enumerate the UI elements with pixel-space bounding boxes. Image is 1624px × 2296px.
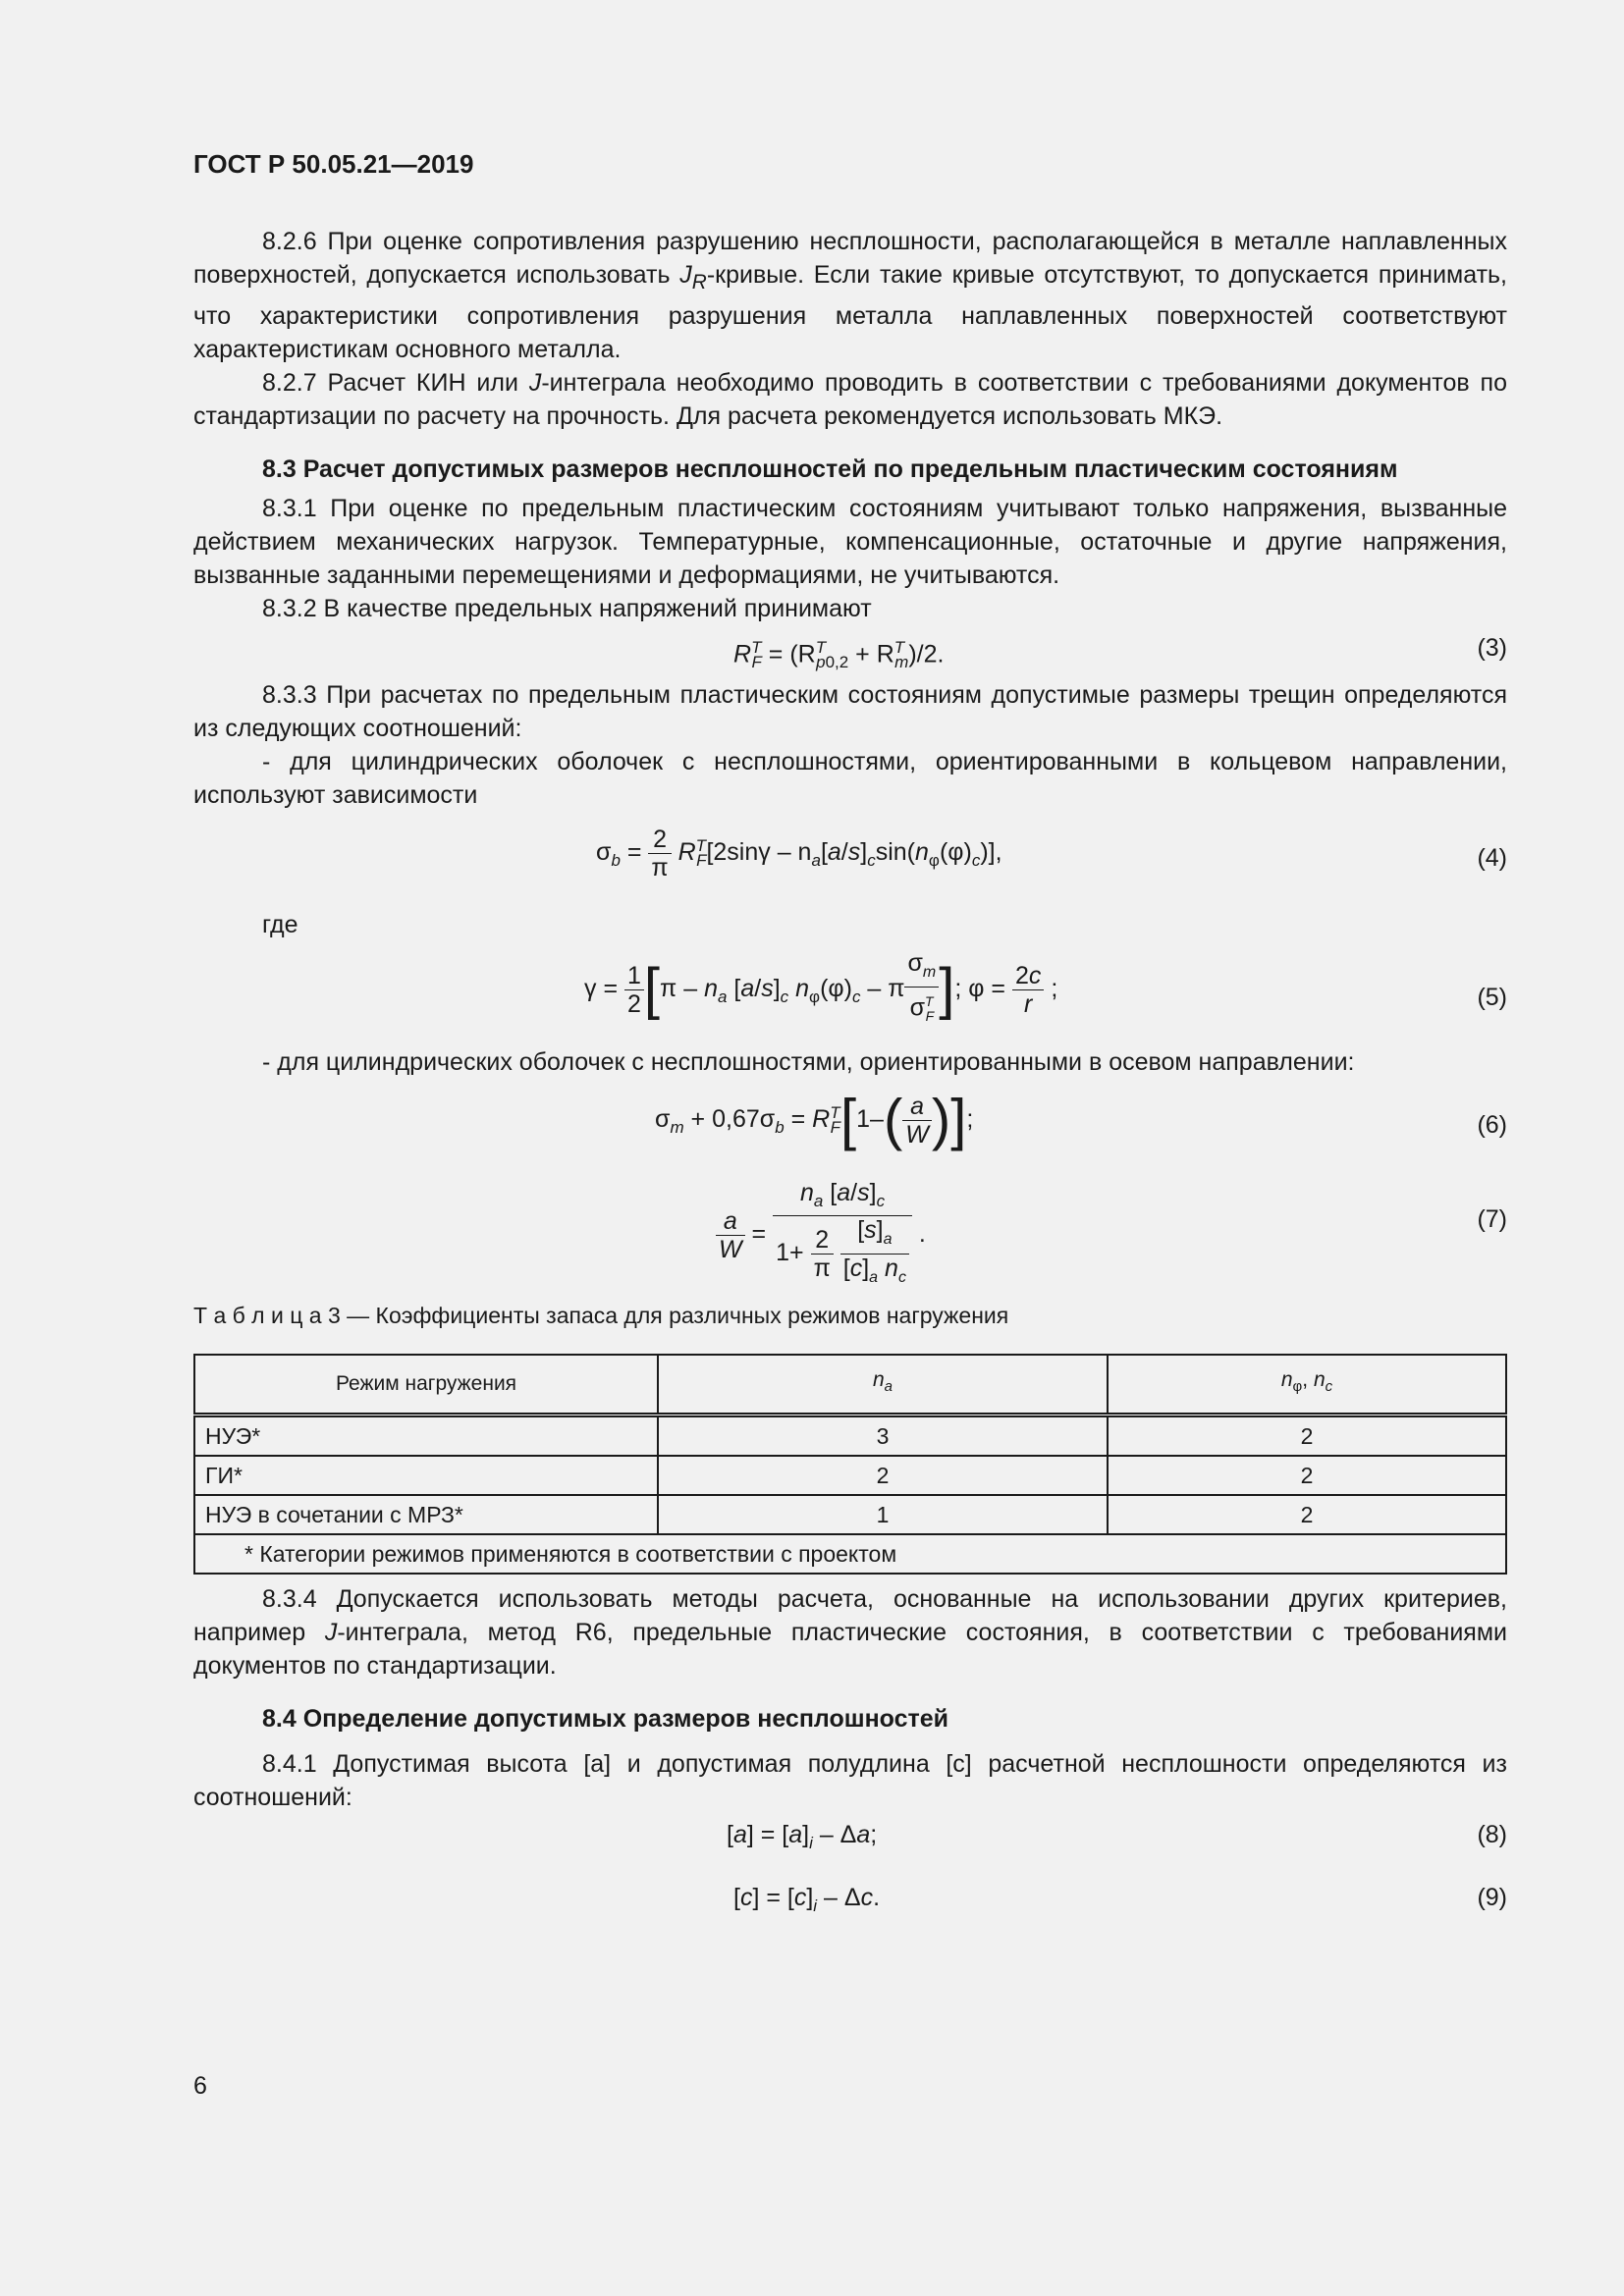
equation-7: $\frac{a}{W}$ = $n_a$ $[a/s]_c$ 1+ $\frac{2}{\pi}$ $\frac{[s]_a}{[c]_a n_c}$ . (7)	[193, 1173, 1507, 1291]
table-caption: Т а б л и ц а 3 — Коэффициенты запаса для различных режимов нагружения	[193, 1303, 1009, 1328]
equation-9: $[c] = [c]_i - \Delta c$. (9)	[193, 1881, 1507, 1920]
section-heading-8-3: 8.3 Расчет допустимых размеров несплошностей по предельным пластическим состояниям	[262, 455, 1398, 483]
equation-number: (7)	[1477, 1205, 1507, 1233]
equation-number: (9)	[1477, 1884, 1507, 1911]
paragraph-8-3-1: 8.3.1 При оценке по предельным пластическим состояниям учитывают только напряжения, вызванные действием механических нагрузок. Температурные, компенсационные, остаточные и другие напряжения, вызванные заданными перемещениями и деформациями, не учитываются.	[193, 495, 1507, 589]
equation-number: (5)	[1477, 984, 1507, 1011]
equation-number: (4)	[1477, 844, 1507, 872]
equation-8: $[a] = [a]_i - \Delta a$; (8)	[193, 1818, 1507, 1857]
paragraph-8-2-7: 8.2.7 Расчет КИН или J-интеграла необходимо проводить в соответствии с требованиями документов по стандартизации по расчету на прочность. Для расчета рекомендуется использовать МКЭ.	[193, 369, 1507, 430]
equation-6: $\sigma_m + 0,67\sigma_b = R^T_F[1-$( $\frac{a}{W}$ )]; (6)	[655, 1088, 1507, 1152]
table-footnote-row: * Категории режимов применяются в соответствии с проектом	[194, 1534, 1506, 1574]
paragraph-8-3-2: 8.3.2 В качестве предельных напряжений принимают	[262, 595, 872, 622]
equation-number: (6)	[1477, 1111, 1507, 1139]
section-heading-8-4: 8.4 Определение допустимых размеров несплошностей	[262, 1705, 949, 1733]
equation-4: $\sigma_b$ = $\frac{2}{\pi}$ $R^T_F[2\sin\gamma - n_a[a/s]_c\sin(n_\varphi(\varphi)_c)]$, (4)	[596, 826, 1507, 881]
table-row: НУЭ* 3 2	[194, 1415, 1506, 1457]
header-nphi-nc: $n_\varphi$, $n_c$	[1108, 1355, 1506, 1415]
table-header-row	[194, 1355, 1506, 1415]
header-mode: Режим нагружения	[194, 1355, 658, 1415]
equation-number: (3)	[1477, 634, 1507, 662]
table-row: ГИ* 2 2	[194, 1456, 1506, 1495]
paragraph-8-3-4: 8.3.4 Допускается использовать методы расчета, основанные на использовании других критериев, например J-интеграла, метод R6, предельные пластические состояния, в соответствии с требованиями документов по стандартизации.	[193, 1585, 1507, 1680]
equation-3: $R^T_F = (R^T_{p0,2} + R^T_m)/2$. (3)	[193, 627, 1507, 670]
table-row: НУЭ в сочетании с МРЗ* 1 2	[194, 1495, 1506, 1534]
header-na: $n_a$	[658, 1355, 1108, 1415]
page-number: 6	[193, 2072, 207, 2100]
doc-header: ГОСТ Р 50.05.21—2019	[193, 149, 474, 179]
paragraph-cylindrical-ring: - для цилиндрических оболочек с несплошностями, ориентированными в кольцевом направлении, используют зависимости	[193, 748, 1507, 809]
paragraph-8-4-1: 8.4.1 Допустимая высота [a] и допустимая полудлина [c] расчетной несплошности определяются из соотношений:	[193, 1750, 1507, 1811]
equation-number: (8)	[1477, 1821, 1507, 1848]
load-modes-table	[193, 1354, 1507, 1575]
equation-5: γ = $\frac{1}{2}$ [$\pi - n_a$ $[a/s]_c$ $n_\varphi(\varphi)_c$ – π $\frac{\sigma_m}{\sigma^T_F}$ ]; φ = $\frac{2c}{r}$ ; (5)	[584, 949, 1507, 1025]
paragraph-8-2-6: 8.2.6 При оценке сопротивления разрушению несплошности, располагающейся в металле наплавленных поверхностей, допускается использовать $J_R$-кривые. Если такие кривые отсутствуют, то допускается принимать, что характеристики сопротивления разрушения металла наплавленных поверхностей соответствуют характеристикам основного металла.	[193, 228, 1507, 363]
body-text	[193, 225, 1507, 1920]
paragraph-cylindrical-axial: - для цилиндрических оболочек с несплошностями, ориентированными в осевом направлении:	[262, 1048, 1355, 1076]
paragraph-8-3-3: 8.3.3 При расчетах по предельным пластическим состояниям допустимые размеры трещин определяются из следующих соотношений:	[193, 681, 1507, 742]
where-label: где	[262, 911, 298, 938]
